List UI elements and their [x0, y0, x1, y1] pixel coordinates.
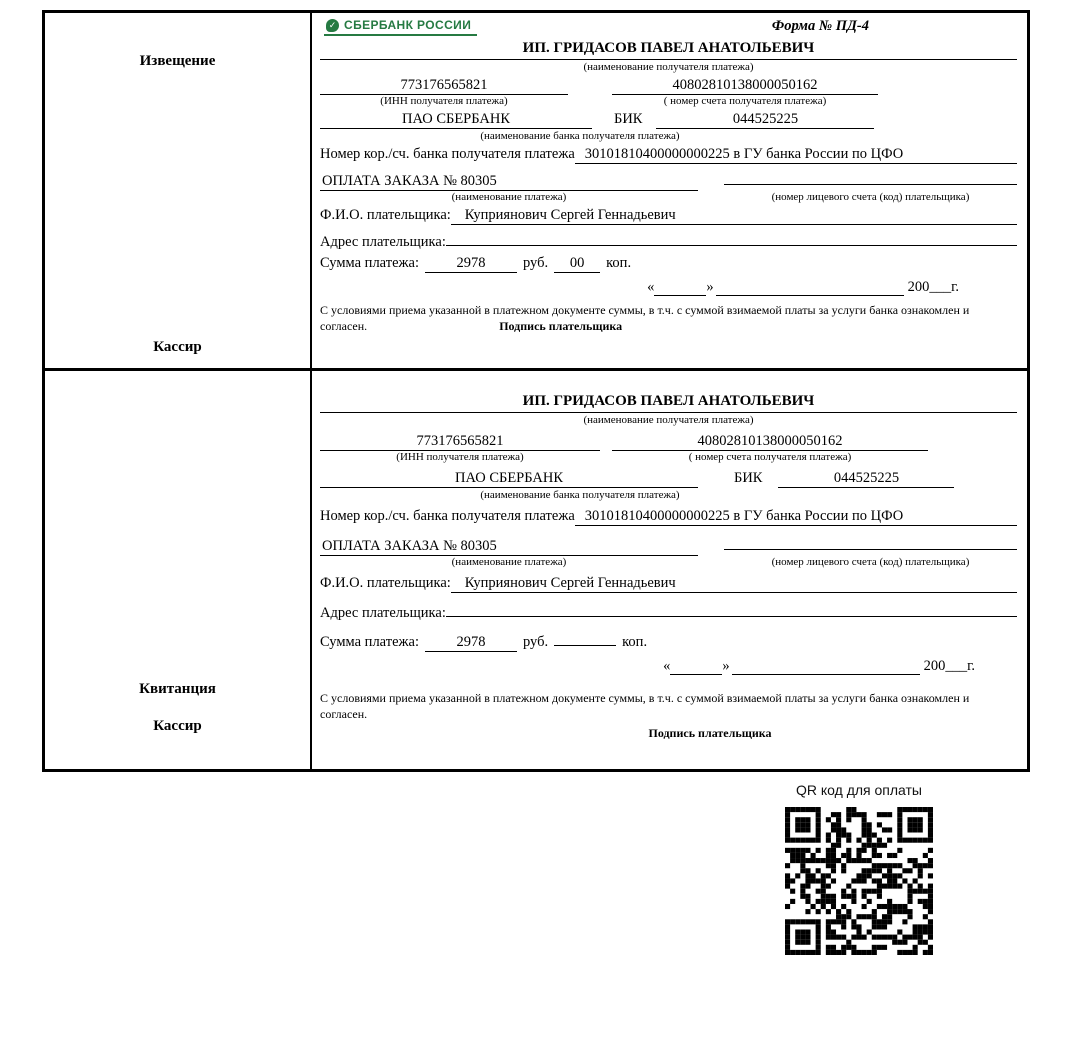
corr-label: Номер кор./сч. банка получателя платежа: [320, 146, 575, 162]
date-month-line: [716, 282, 904, 296]
address-value: [446, 600, 1017, 617]
sberbank-logo-text: СБЕРБАНК РОССИИ: [344, 18, 472, 32]
bik-value: 044525225: [778, 470, 954, 488]
kop-label: коп.: [606, 255, 632, 271]
qr-label: QR код для оплаты: [795, 782, 922, 798]
stub-label-cashier: Кассир: [153, 718, 202, 734]
purpose-row: [320, 168, 1017, 191]
payee-name: ИП. ГРИДАСОВ ПАВЕЛ АНАТОЛЬЕВИЧ: [320, 393, 1017, 413]
bik-value: 044525225: [656, 111, 874, 129]
account-caption: ( номер счета получателя платежа): [663, 95, 827, 107]
personal-account-line: [724, 533, 1017, 550]
agreement-body: С условиями приема указанной в платежном документе суммы, в т.ч. с суммой взимаемой платы за услуги банка ознакомлен и согласен.: [320, 303, 970, 333]
corr-account-row: [320, 508, 1017, 526]
receipt-stub: [45, 371, 312, 769]
notice-stub: [45, 13, 312, 368]
sum-row: [320, 255, 1017, 273]
payer-label: Ф.И.О. плательщика:: [320, 575, 451, 591]
date-day-line: [670, 661, 722, 675]
purpose-captions: [320, 191, 1017, 203]
agreement-text: [320, 691, 970, 742]
corr-label: Номер кор./сч. банка получателя платежа: [320, 508, 575, 524]
payer-value: Куприянович Сергей Геннадьевич: [451, 575, 1017, 593]
stub-label-notice: Извещение: [139, 53, 216, 69]
address-label: Адрес плательщика:: [320, 605, 446, 621]
date-row: [320, 279, 1017, 296]
inn-value: 773176565821: [320, 77, 568, 95]
payment-form-pd4: [42, 10, 1030, 772]
kop-value: 00: [554, 255, 600, 273]
bank-caption: (наименование банка получателя платежа): [480, 130, 680, 142]
payer-value: Куприянович Сергей Геннадьевич: [451, 207, 1017, 225]
personal-caption: (номер лицевого счета (код) плательщика): [771, 556, 970, 568]
receipt-section: [45, 371, 1027, 769]
sberbank-logo: [324, 18, 477, 36]
inn-caption: (ИНН получателя платежа): [396, 451, 524, 463]
payee-name: ИП. ГРИДАСОВ ПАВЕЛ АНАТОЛЬЕВИЧ: [320, 40, 1017, 60]
purpose-row: [320, 533, 1017, 556]
kop-label: коп.: [622, 634, 648, 650]
date-month-line: [732, 661, 920, 675]
address-value: [446, 229, 1017, 246]
payer-label: Ф.И.О. плательщика:: [320, 207, 451, 223]
quote-open: «: [647, 279, 655, 295]
inn-account-row: [320, 77, 1017, 95]
bank-caption: (наименование банка получателя платежа): [480, 489, 680, 501]
purpose-caption: (наименование платежа): [451, 556, 567, 568]
quote-open: «: [663, 658, 671, 674]
sberbank-logo-icon: ✓: [326, 19, 339, 32]
purpose-value: ОПЛАТА ЗАКАЗА № 80305: [320, 173, 698, 191]
bank-row: [320, 111, 1017, 129]
date-day-line: [654, 282, 706, 296]
inn-value: 773176565821: [320, 433, 600, 451]
bik-label: БИК: [734, 470, 763, 486]
sum-row: [320, 629, 1017, 652]
notice-main: [312, 13, 1027, 368]
notice-section: [45, 13, 1027, 371]
agreement-body: С условиями приема указанной в платежном документе суммы, в т.ч. с суммой взимаемой платы за услуги банка ознакомлен и согласен.: [320, 691, 970, 721]
corr-value: 30101810400000000225 в ГУ банка России по ЦФО: [575, 508, 1017, 526]
payer-row: [320, 207, 1017, 225]
qr-code: [785, 807, 933, 955]
personal-caption: (номер лицевого счета (код) плательщика): [771, 191, 970, 203]
sum-value: 2978: [425, 255, 517, 273]
stub-label-cashier: Кассир: [153, 339, 202, 355]
year-text: 200___г.: [907, 279, 959, 295]
qr-block: [783, 782, 935, 955]
address-label: Адрес плательщика:: [320, 234, 446, 250]
quote-close: »: [706, 279, 714, 295]
notice-header: [320, 18, 1017, 40]
account-value: 40802810138000050162: [612, 77, 878, 95]
stub-label-receipt: Квитанция: [139, 681, 216, 697]
sum-label: Сумма платежа:: [320, 634, 419, 650]
payee-caption: (наименование получателя платежа): [583, 414, 754, 426]
bik-label: БИК: [614, 111, 643, 127]
signature-label: Подпись плательщика: [499, 318, 623, 333]
sum-label: Сумма платежа:: [320, 255, 419, 271]
rub-label: руб.: [523, 634, 549, 650]
bank-name: ПАО СБЕРБАНК: [320, 111, 592, 129]
purpose-captions: [320, 556, 1017, 568]
signature-label: Подпись плательщика: [648, 726, 772, 741]
bank-name: ПАО СБЕРБАНК: [320, 470, 698, 488]
inn-account-captions: [320, 451, 1017, 463]
kop-value: [554, 629, 616, 646]
receipt-main: [312, 371, 1027, 769]
address-row: [320, 600, 1017, 622]
year-text: 200___г.: [923, 658, 975, 674]
quote-close: »: [722, 658, 730, 674]
form-number: Форма № ПД-4: [771, 18, 869, 34]
account-caption: ( номер счета получателя платежа): [688, 451, 852, 463]
date-row: [320, 658, 1017, 675]
payee-caption: (наименование получателя платежа): [583, 61, 754, 73]
agreement-text: [320, 303, 980, 334]
bank-row: [320, 470, 1017, 488]
inn-caption: (ИНН получателя платежа): [380, 95, 508, 107]
corr-account-row: [320, 146, 1017, 164]
corr-value: 30101810400000000225 в ГУ банка России по ЦФО: [575, 146, 1017, 164]
payer-row: [320, 575, 1017, 593]
inn-account-row: [320, 433, 1017, 451]
address-row: [320, 229, 1017, 251]
rub-label: руб.: [523, 255, 549, 271]
personal-account-line: [724, 168, 1017, 185]
purpose-caption: (наименование платежа): [451, 191, 567, 203]
inn-account-captions: [320, 95, 1017, 107]
sum-value: 2978: [425, 634, 517, 652]
account-value: 40802810138000050162: [612, 433, 928, 451]
purpose-value: ОПЛАТА ЗАКАЗА № 80305: [320, 538, 698, 556]
